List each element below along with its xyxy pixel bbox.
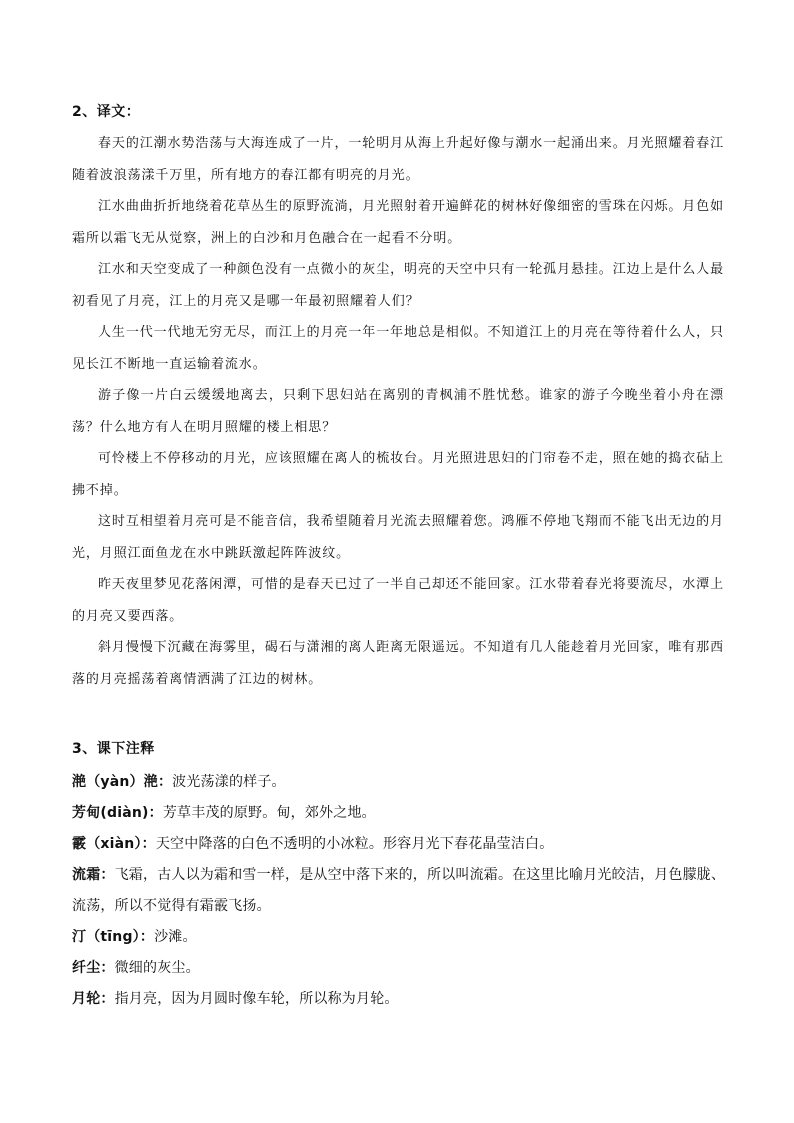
note-text: 指月亮，因为月圆时像车轮，所以称为月轮。	[114, 991, 399, 1007]
note-separator: ：	[139, 929, 155, 945]
translation-paragraph-7: 这时互相望着月亮可是不能音信，我希望随着月光流去照耀着您。鸿雁不停地飞翔而不能飞出无边的月光，月照江面鱼龙在水中跳跃激起阵阵波纹。	[72, 514, 724, 561]
note-separator: ：	[100, 960, 115, 976]
note-text: 沙滩。	[154, 929, 197, 945]
note-separator: ：	[100, 991, 115, 1007]
note-item	[72, 984, 732, 1015]
note-text: 微细的灰尘。	[114, 960, 200, 976]
note-term: 纤尘	[72, 960, 101, 976]
note-text: 天空中降落的白色不透明的小冰粒。形容月光下春花晶莹洁白。	[155, 836, 554, 852]
translation-paragraph-3: 江水和天空变成了一种颜色没有一点微小的灰尘，明亮的天空中只有一轮孤月悬挂。江边上是什么人最初看见了月亮，江上的月亮又是哪一年最初照耀着人们？	[72, 262, 724, 309]
note-term: 月轮	[72, 991, 101, 1007]
translation-body	[72, 128, 724, 695]
notes-heading: 3、课下注释	[72, 741, 155, 757]
note-item	[72, 860, 732, 922]
note-separator: ：	[141, 836, 156, 852]
notes-list	[72, 767, 732, 1015]
note-term: 流霜	[72, 867, 101, 883]
note-separator: ：	[100, 867, 115, 883]
note-item	[72, 798, 732, 829]
note-text: 波光荡漾的样子。	[172, 774, 286, 790]
note-term: 芳甸(diàn)	[72, 805, 149, 821]
note-term: 霰（xiàn）	[72, 836, 142, 852]
note-item	[72, 767, 732, 798]
translation-paragraph-5: 游子像一片白云缓缓地离去，只剩下思妇站在离别的青枫浦不胜忧愁。谁家的游子今晚坐着小舟在漂荡？什么地方有人在明月照耀的楼上相思？	[72, 388, 724, 435]
translation-heading: 2、译文：	[72, 104, 141, 120]
translation-paragraph-2: 江水曲曲折折地绕着花草丛生的原野流淌，月光照射着开遍鲜花的树林好像细密的雪珠在闪烁。月色如霜所以霜飞无从觉察，洲上的白沙和月色融合在一起看不分明。	[72, 199, 724, 246]
translation-paragraph-1: 春天的江潮水势浩荡与大海连成了一片，一轮明月从海上升起好像与潮水一起涌出来。月光照耀着春江随着波浪荡漾千万里，所有地方的春江都有明亮的月光。	[72, 136, 724, 183]
note-term: 汀（tīng）	[72, 929, 140, 945]
translation-paragraph-9: 斜月慢慢下沉藏在海雾里，碣石与潇湘的离人距离无限遥远。不知道有几人能趁着月光回家，唯有那西落的月亮摇荡着离情洒满了江边的树林。	[72, 640, 724, 687]
note-text: 芳草丰茂的原野。甸，郊外之地。	[162, 805, 376, 821]
note-text: 飞霜，古人以为霜和雪一样，是从空中落下来的，所以叫流霜。在这里比喻月光皎洁，月色朦胧、流荡，所以不觉得有霜霰飞扬。	[72, 867, 726, 914]
translation-paragraph-4: 人生一代一代地无穷无尽，而江上的月亮一年一年地总是相似。不知道江上的月亮在等待着什么人，只见长江不断地一直运输着流水。	[72, 325, 724, 372]
note-item	[72, 953, 732, 984]
note-separator: ：	[148, 805, 163, 821]
note-separator: ：	[157, 774, 173, 790]
translation-paragraph-8: 昨天夜里梦见花落闲潭，可惜的是春天已过了一半自己却还不能回家。江水带着春光将要流尽，水潭上的月亮又要西落。	[72, 577, 724, 624]
note-term: 滟（yàn）滟	[72, 774, 158, 790]
note-item	[72, 922, 732, 953]
translation-paragraph-6: 可怜楼上不停移动的月光，应该照耀在离人的梳妆台。月光照进思妇的门帘卷不走，照在她的捣衣砧上拂不掉。	[72, 451, 724, 498]
note-item	[72, 829, 732, 860]
